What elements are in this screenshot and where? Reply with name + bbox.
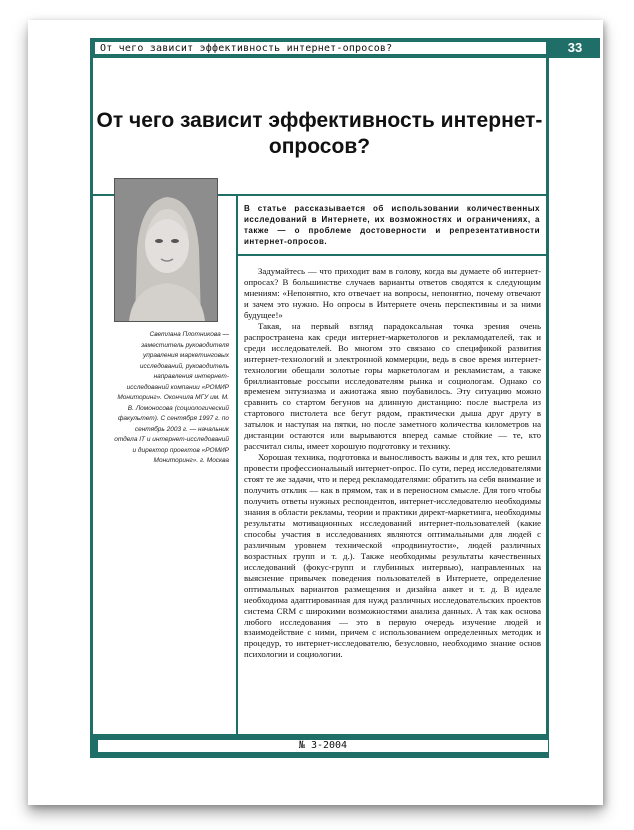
lead-box <box>238 196 546 256</box>
author-caption: Светлана Плотникова — заместитель руководителя управления маркетинговых исследований, руководитель направления интернет-исследований компании «РОМИР Мониторинг». Окончила МГУ им. М. В. Ломоносова (социологический факультет). С сентября 1997 г. по сентябрь 2003 г. — начальник отдела IT и интернет-исследований и директор проектов «РОМИР Мониторинг». г. Москва <box>114 331 229 464</box>
page-number: 33 <box>567 40 583 55</box>
article-title <box>93 108 546 160</box>
body-paragraph: Задумайтесь — что приходит вам в голову, когда вы думаете об интернет-опросах? В большинстве случаев варианты ответов сводятся к следующим мнениям: «Непонятно, кто отвечает на вопросы, непонятно, почему отвечают и зачем это нужно. Но опросы в Интернете очень перспективны и за ними будущее!» <box>244 266 541 320</box>
title-area <box>93 60 546 196</box>
magazine-page <box>28 20 603 805</box>
running-title: От чего зависит эффективность интернет-опросов? <box>94 41 547 55</box>
sidebar-divider <box>236 196 238 734</box>
article-title-text: От чего зависит эффективность интернет-опросов? <box>96 109 543 158</box>
issue-number: № 3-2004 <box>97 739 549 753</box>
body-paragraph: Хорошая техника, подготовка и выносливость важны и для тех, кто решил провести профессиональный интернет-опрос. По сути, перед исследователями стоят те же задачи, что и перед рекламодателями: обратить на себя внимание и получить отклик — как в прямом, так и в переносном смысле. Для того чтобы получить ответы нужных респондентов, интернет-исследователю необходимы знания в области рекламы, теории и практики директ-маркетинга, необходимы результаты мотивационных исследований интернет-пользователей (какие способы участия в исследованиях являются оптимальными для людей с различным уровнем технической «продвинутости», людей различных возрастных групп и т. д.). Также необходимы результаты качественных исследований (фокус-групп и глубинных интервью), направленных на выяснение привычек поведения пользователей в Интернете, определение оптимальных вариантов размещения и дизайна анкет и т. д. В идеале необходима адаптированная для нужд различных исследовательских проектов система CRM с широкими возможностями анализа данных. А так как основа любого исследования — это в первую очередь изучение людей и взаимодействие с ними, причем с использованием определенных методик и процедур, то интернет-исследователю, безусловно, необходимо знание основ психологии и социологии. <box>244 452 541 660</box>
author-photo-image <box>115 179 217 321</box>
body-paragraph: Такая, на первый взгляд парадоксальная точка зрения очень распространена как среди интернет-маркетологов и рекламодателей, так и среди исследователей. Во многом это связано со спецификой развития интернет-технологий и электронной коммерции, ведь в свое время интернет-технологии обещали золотые горы маркетологам и рекламистам, а также бриллиантовые россыпи исследователям рынка и социологам. Однако со временем энтузиазма и ажиотажа явно поубавилось. Эту ситуацию можно сравнить со стартом бегунов на длинную дистанцию: после выстрела из стартового пистолета все бегут рядом, практически дыша друг другу в затылок и наступая на пятки, но после заметного количества километров на дистанции остаются или вырываются вперед самые стойкие — те, кто рассчитал силы, имеет хорошую подготовку и технику. <box>244 320 541 452</box>
article-lead: В статье рассказывается об использовании количественных исследований в Интернете, их возможностях и ограничениях, а также — о проблеме достоверности и репрезентативности интернет-опросов. <box>244 204 540 246</box>
article-body <box>244 266 541 660</box>
author-photo <box>114 178 218 322</box>
